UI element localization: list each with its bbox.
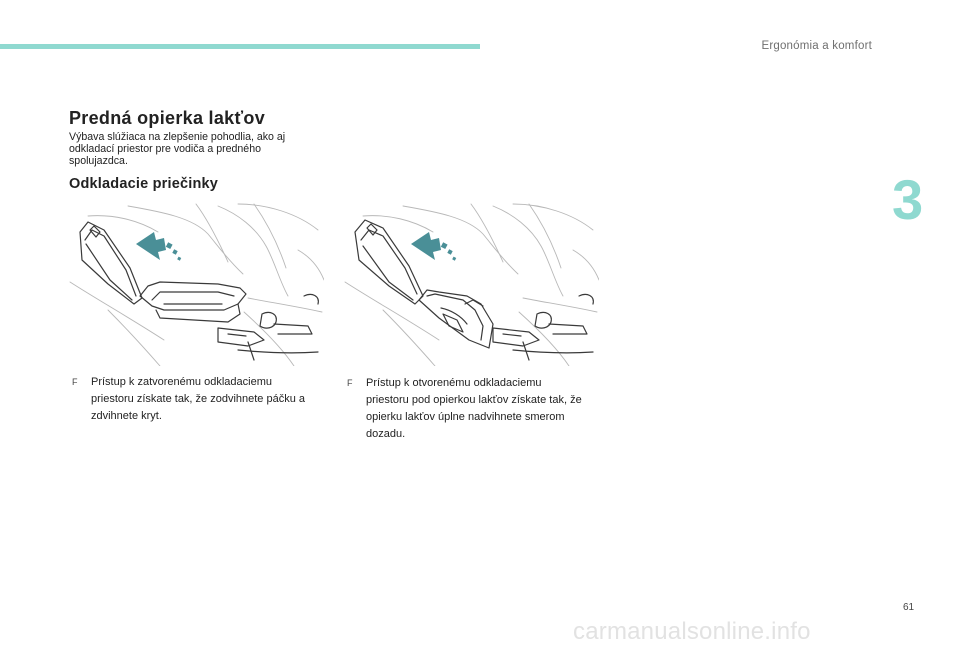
section-title: Ergonómia a komfort — [761, 40, 872, 52]
lift-arrow-icon — [411, 232, 456, 261]
open-compartment-drawing — [419, 290, 593, 360]
page-number: 61 — [903, 602, 915, 613]
watermark: carmanualsonline.info — [573, 618, 811, 645]
armrest-lid-drawing — [80, 222, 142, 304]
armrest-raised-illustration — [343, 200, 599, 366]
bullet-marker: F — [72, 377, 78, 387]
armrest-lid-lifted-illustration — [68, 200, 324, 366]
page-title: Predná opierka lakťov — [69, 108, 266, 128]
step-text: Prístup k zatvorenému odkladaciemu priestoru získate tak, že zodvihnete páčku a zdvihnete kryt. — [91, 376, 306, 422]
console-drawing — [140, 282, 318, 360]
seat-outline — [70, 204, 324, 366]
intro-text: Výbava slúžiaca na zlepšenie pohodlia, ako aj odkladací priestor pre vodiča a predného spolujazdca. — [69, 131, 286, 167]
step-caption — [347, 375, 587, 443]
armrest-lid-drawing — [355, 220, 423, 304]
bullet-marker: F — [347, 378, 353, 388]
step-text: Prístup k otvorenému odkladaciemu priestoru pod opierkou lakťov získate tak, že opierku lakťov úplne nadvihnete smerom dozadu. — [366, 377, 582, 440]
lift-arrow-icon — [136, 232, 181, 261]
chapter-number: 3 — [892, 168, 924, 231]
step-caption — [72, 374, 312, 425]
accent-bar — [0, 44, 480, 49]
section-subtitle: Odkladacie priečinky — [69, 176, 219, 192]
